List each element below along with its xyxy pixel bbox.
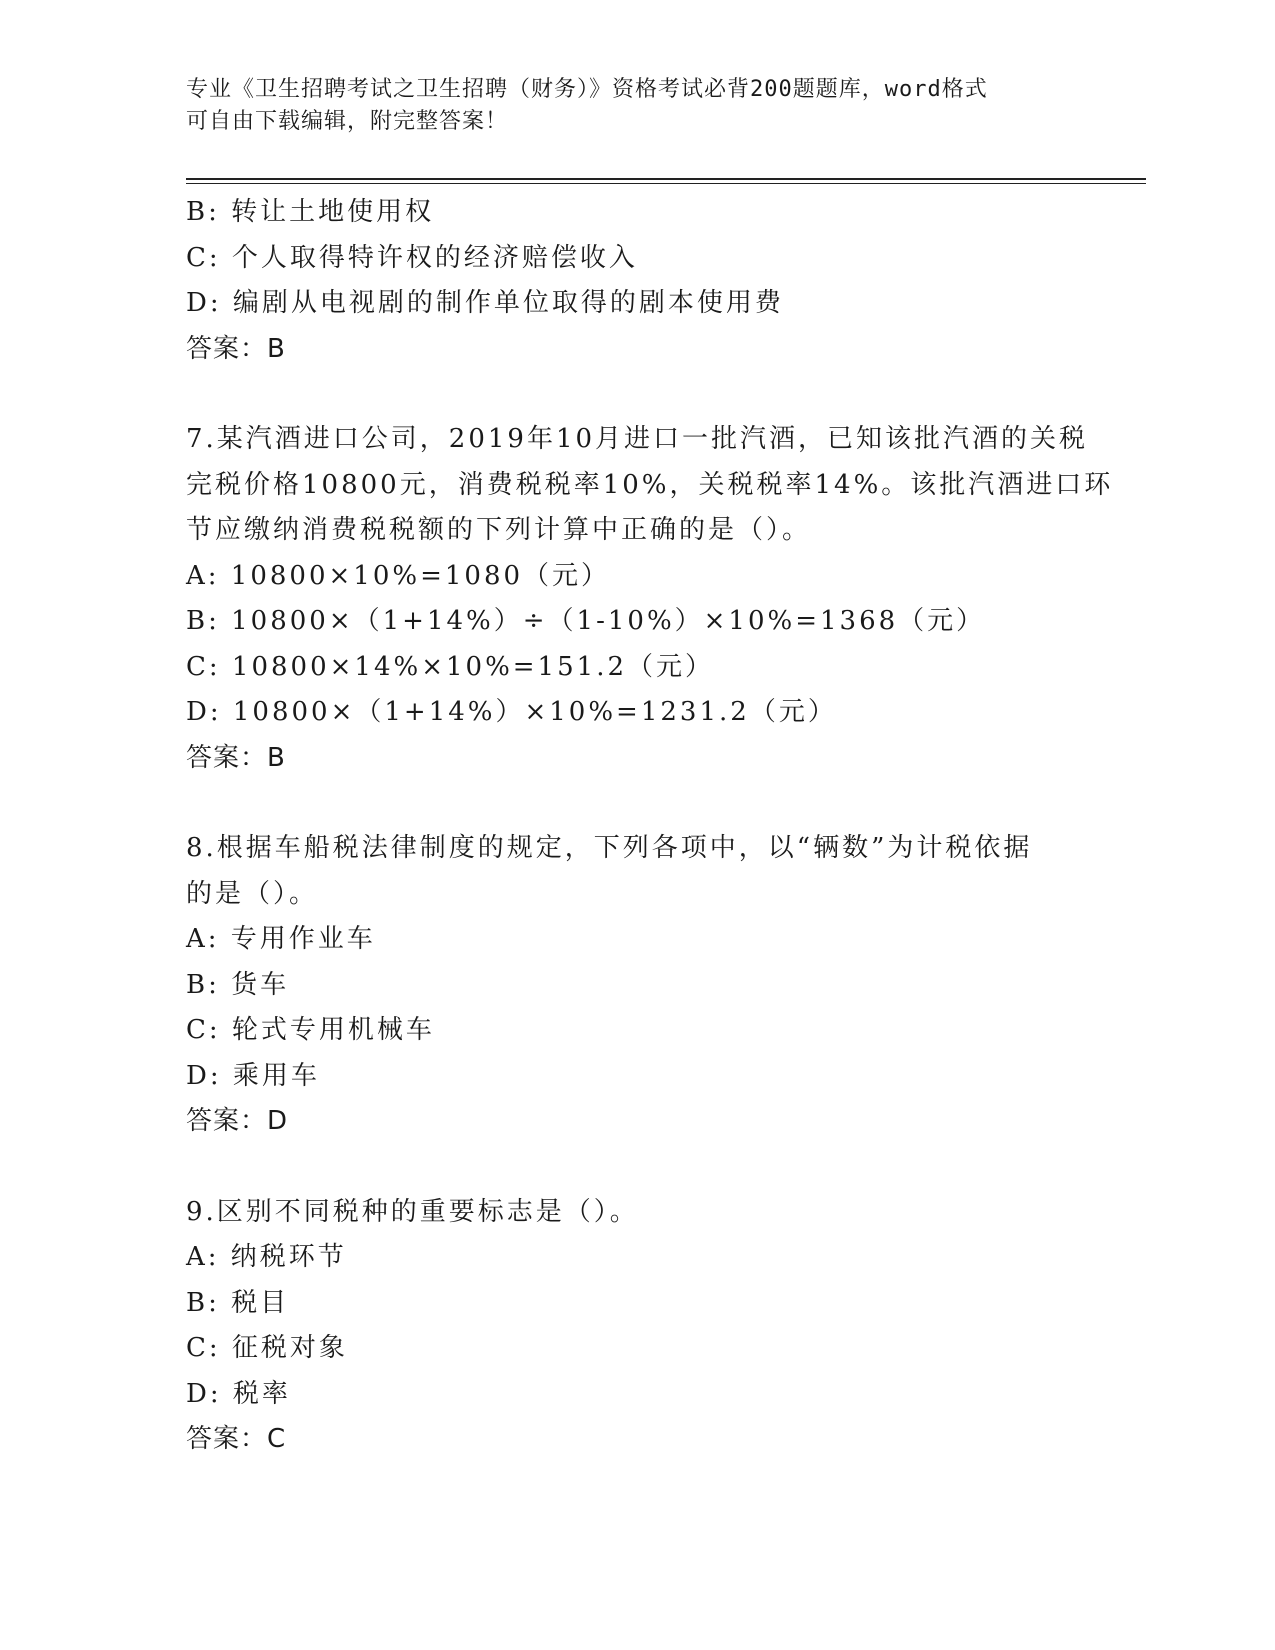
question-stem-line: 8.根据车船税法律制度的规定，下列各项中，以“辆数”为计税依据 — [186, 833, 1033, 863]
header-line-2: 可自由下载编辑，附完整答案！ — [186, 109, 509, 134]
document-header — [186, 74, 1086, 138]
option-c: C: 轮式专用机械车 — [186, 1015, 435, 1045]
question-stem-line: 9.区别不同税种的重要标志是（）。 — [186, 1196, 639, 1227]
option-b: B: 10800×（1+14%）÷（1-10%）×10%=1368（元） — [186, 606, 986, 636]
question-7 — [186, 417, 1114, 781]
option-c: C: 个人取得特许权的经济赔偿收入 — [186, 242, 638, 273]
question-spacer — [186, 781, 1086, 826]
question-6-continuation — [186, 190, 1086, 372]
option-d: D: 乘用车 — [186, 1060, 320, 1091]
option-d: D: 编剧从电视剧的制作单位取得的剧本使用费 — [186, 288, 784, 318]
question-stem-line: 7.某汽酒进口公司，2019年10月进口一批汽酒，已知该批汽酒的关税 — [186, 424, 1089, 454]
option-d: D: 10800×（1+14%）×10%=1231.2（元） — [186, 697, 837, 727]
answer-line: 答案：B — [186, 333, 286, 364]
option-d: D: 税率 — [186, 1378, 291, 1409]
question-stem-line: 的是（）。 — [186, 878, 319, 909]
option-c: C: 征税对象 — [186, 1333, 348, 1363]
option-b: B: 税目 — [186, 1287, 290, 1318]
option-a: A: 纳税环节 — [186, 1242, 347, 1272]
option-c: C: 10800×14%×10%=151.2（元） — [186, 651, 714, 682]
question-stem-line: 节应缴纳消费税税额的下列计算中正确的是（）。 — [186, 515, 812, 545]
question-list — [186, 190, 1114, 1463]
header-divider-thick — [186, 178, 1146, 180]
option-b: B: 货车 — [186, 969, 290, 1000]
option-b: B: 转让土地使用权 — [186, 197, 435, 227]
header-divider-thin — [186, 183, 1146, 184]
question-stem-line: 完税价格10800元，消费税税率10%，关税税率14%。该批汽酒进口环 — [186, 469, 1114, 500]
question-spacer — [186, 1145, 1086, 1190]
answer-line: 答案：B — [186, 742, 286, 773]
answer-line: 答案：C — [186, 1424, 287, 1454]
header-line-1: 专业《卫生招聘考试之卫生招聘（财务）》资格考试必背200题题库，word格式 — [186, 77, 988, 102]
question-9 — [186, 1190, 1086, 1463]
option-a: A: 专用作业车 — [186, 924, 376, 954]
answer-line: 答案：D — [186, 1106, 289, 1136]
question-spacer — [186, 372, 1086, 417]
option-a: A: 10800×10%=1080（元） — [186, 560, 611, 591]
question-8 — [186, 826, 1086, 1145]
